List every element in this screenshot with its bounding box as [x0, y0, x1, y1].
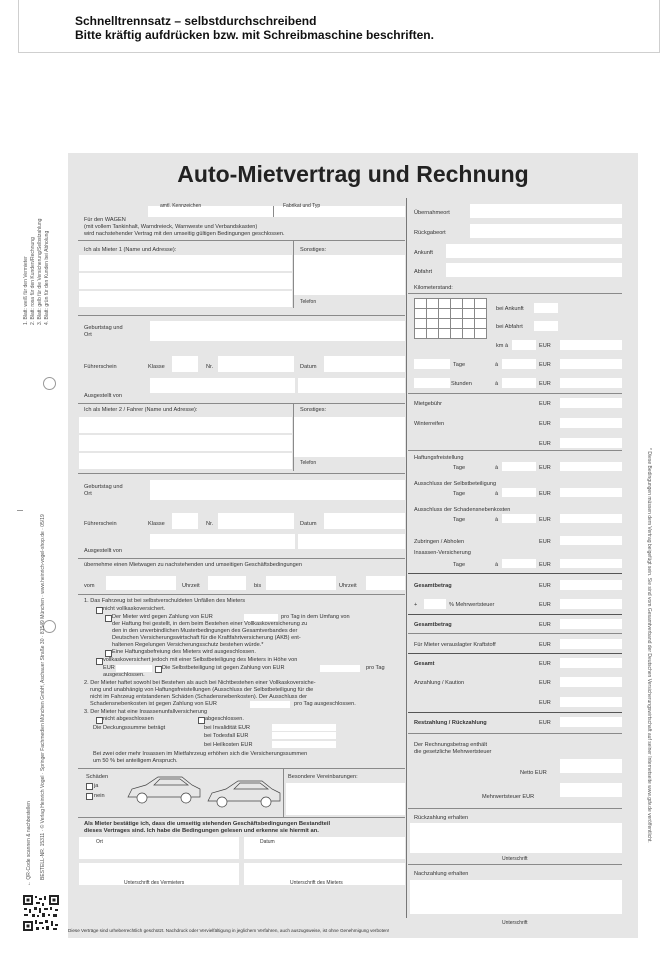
checkbox-schaeden-nein[interactable] — [86, 793, 93, 800]
label-bei-abfahrt: bei Abfahrt — [496, 324, 523, 330]
eur-label-mietgebuehr: EUR — [539, 401, 551, 407]
copy-note-3: 3. Blatt: gelb für die Versicherung/Selbstzahlung — [37, 218, 43, 325]
clause-1: 1. Das Fahrzeug ist bei selbstverschuldeten Unfällen des Mieters — [84, 598, 246, 604]
label-nr-2: Nr. — [206, 521, 214, 527]
label-ankunft: Ankunft — [414, 250, 433, 256]
clause-1d: vollkaskoversichert jedoch mit einer Selbstbeteiligung des Mieters in Höhe von — [103, 657, 298, 663]
mwst-percent-field[interactable] — [424, 599, 446, 609]
invaliditaet-field[interactable] — [272, 724, 336, 731]
mieter-1-nr-field[interactable] — [218, 356, 294, 372]
selbstbeteiligung-eur-field[interactable] — [116, 665, 152, 672]
label-netto: Netto EUR — [520, 770, 547, 776]
label-ort-1: Ort — [84, 332, 92, 338]
label-kraftstoff: Für Mieter verauslagter Kraftstoff — [414, 642, 496, 648]
label-mwst-eur: Mehrwertsteuer EUR — [482, 794, 535, 800]
footer-copyright: Diese Verträge sind urheberrechtlich geschützt. Nachdruck oder Vervielfältigung in jeglichem Verfahren, auch auszugsweise, ist ohne Genehmigung verboten! — [68, 928, 390, 933]
label-ausgestellt-1: Ausgestellt von — [84, 393, 122, 399]
clause-1b6: haltenen Regelungen Versicherungsschutz bestehen würde.* — [112, 642, 264, 648]
amount-kraftstoff-field[interactable] — [560, 639, 622, 649]
fold-mark — [17, 510, 23, 511]
label-bis: bis — [254, 583, 262, 589]
mieter-1-in-field[interactable] — [298, 378, 405, 393]
mieter-2-ausgestellt-field[interactable] — [150, 534, 295, 549]
label-bei-ankunft: bei Ankunft — [496, 306, 524, 312]
amount-gesamt-field[interactable] — [560, 658, 622, 668]
clause-3c: Die Deckungssumme beträgt — [93, 725, 166, 731]
eur-label-gesamt: EUR — [539, 661, 551, 667]
clause-3e: um 50 % bei anteiligem Anspruch. — [93, 758, 178, 764]
qr-caption: ← QR-Code scannen & nachbestellen — [26, 801, 32, 886]
label-geburtstag-2: Geburtstag und — [84, 484, 123, 490]
label-mietgebuehr: Mietgebühr — [414, 401, 442, 407]
label-ausgestellt-2: Ausgestellt von — [84, 548, 122, 554]
label-tage-snk: Tage — [453, 517, 466, 523]
stunden-count-field[interactable] — [414, 378, 450, 388]
ankunft-field[interactable] — [446, 244, 622, 258]
amount-restzahlung-field[interactable] — [560, 717, 622, 727]
amount-anzahlung-2-field[interactable] — [560, 697, 622, 707]
label-nachzahlung: Nachzahlung erhalten — [414, 871, 469, 877]
mieter-2-klasse-field[interactable] — [172, 513, 198, 529]
amount-extra-field[interactable] — [560, 438, 622, 448]
label-wagen: Für den WAGEN — [84, 217, 126, 223]
label-rechnung-1: Der Rechnungsbetrag enthält — [414, 742, 488, 748]
clause-3d: Bei zwei oder mehr Insassen im Mietfahrzeug erhöhen sich die Versicherungssummen — [93, 751, 308, 757]
checkbox-vollkasko[interactable] — [96, 658, 103, 665]
label-uebernimmt: übernehme einen Mietwagen zu nachstehenden und umseitigen Geschäftsbedingungen — [84, 562, 303, 568]
eur-label-gesamtbetrag: EUR — [539, 583, 551, 589]
mieter-1-ausgestellt-field[interactable] — [150, 378, 295, 393]
vom-field[interactable] — [106, 576, 176, 590]
clause-3b: abgeschlossen. — [205, 716, 244, 722]
eur-label-extra: EUR — [539, 441, 551, 447]
label-besondere: Besondere Vereinbarungen: — [288, 774, 358, 780]
label-wagen-3: wird nachstehender Vertrag mit den umseitig gültigen Bedingungen geschlossen. — [84, 231, 285, 237]
label-nein: nein — [94, 793, 105, 799]
label-unterschrift-2: Unterschrift — [502, 920, 528, 926]
label-fabrikat: Fabrikat und Typ — [283, 203, 321, 209]
sb-rate-field[interactable] — [502, 488, 536, 497]
mieter-2-birth-field[interactable] — [150, 480, 405, 500]
ort-sign-field[interactable] — [79, 837, 239, 859]
mwst-eur-field[interactable] — [560, 783, 622, 797]
sb-tag-eur-field[interactable] — [320, 665, 360, 672]
amount-haftung-field[interactable] — [560, 462, 622, 471]
mieter-2-sonstiges-field[interactable] — [294, 417, 405, 457]
mieter-1-datum-field[interactable] — [324, 356, 405, 372]
label-fuehrerschein-2: Führerschein — [84, 521, 117, 527]
copy-note-2: 2. Blatt: rosa für den Kunden/Rechnung — [30, 237, 36, 325]
km-ankunft-field[interactable] — [534, 303, 558, 313]
label-uhrzeit-2: Uhrzeit — [339, 583, 357, 589]
label-gesamtbetrag: Gesamtbetrag — [414, 583, 452, 589]
confirm-text-1: Als Mieter bestätige ich, dass die umseitig stehenden Geschäftsbedingungen Bestandteil — [84, 821, 331, 827]
label-insassen: Insassen-Versicherung — [414, 550, 471, 556]
abfahrt-field[interactable] — [446, 263, 622, 277]
eur-label-haftung: EUR — [539, 465, 551, 471]
label-mwst: % Mehrwertsteuer — [449, 602, 495, 608]
nachzahlung-sign-field[interactable] — [410, 880, 622, 914]
clause-1d2: EUR — [103, 665, 115, 671]
amount-anzahlung-field[interactable] — [560, 677, 622, 687]
eur-label-winterreifen: EUR — [539, 421, 551, 427]
label-tage-sb: Tage — [453, 491, 466, 497]
tearoff-strip — [18, 0, 660, 53]
mieter-1-city-field[interactable] — [79, 291, 292, 307]
label-geburtstag-1: Geburtstag und — [84, 325, 123, 331]
amount-insassen-field[interactable] — [560, 559, 622, 568]
amount-winterreifen-field[interactable] — [560, 418, 622, 428]
label-km-a: km à — [496, 343, 509, 349]
car-damage-diagram-icon[interactable] — [124, 771, 284, 809]
checkbox-haftungsfreistellung[interactable] — [105, 615, 112, 622]
label-vom: vom — [84, 583, 95, 589]
mieter-2-nr-field[interactable] — [218, 513, 294, 529]
clause-2b: rung und unabhängig von Haftungsfreistellungen (Ausschluss der Selbstbeteiligung für die — [90, 687, 314, 693]
tearoff-line-2: Bitte kräftig aufdrücken bzw. mit Schreibmaschine beschriften. — [75, 28, 434, 42]
clause-3: 3. Der Mieter hat eine Insassenunfallversicherung — [84, 709, 208, 715]
amount-gesamtbetrag-2-field[interactable] — [560, 619, 622, 629]
label-unterschrift-1: Unterschrift — [502, 856, 528, 862]
label-mieter-sign: Unterschrift des Mieters — [290, 880, 343, 886]
label-a-sb: à — [495, 491, 499, 497]
label-tage: Tage — [453, 362, 466, 368]
eur-label-km: EUR — [539, 343, 551, 349]
amount-tage-field[interactable] — [560, 359, 622, 369]
amount-snk-field[interactable] — [560, 514, 622, 523]
checkbox-insassen-ja[interactable] — [198, 717, 205, 724]
checkbox-nicht-vollkasko[interactable] — [96, 607, 103, 614]
bis-field[interactable] — [266, 576, 336, 590]
tearoff-line-1: Schnelltrennsatz – selbstdurchschreibend — [75, 14, 317, 28]
label-abfahrt: Abfahrt — [414, 269, 433, 275]
checkbox-sb-ausschluss[interactable] — [155, 666, 162, 673]
amount-mietgebuehr-field[interactable] — [560, 398, 622, 408]
haftung-eur-field[interactable] — [244, 614, 278, 621]
label-kennzeichen: amtl. Kennzeichen — [160, 203, 202, 209]
publisher-note: BESTELL-NR. 15311 · © Verlag Heinrich Vogel · Springer Fachmedien München GmbH, Aschauer Straße 30 · 81549 München · www.heinrich-vogel-shop.de · 05/19 — [40, 514, 46, 880]
label-sonstiges-1: Sonstiges: — [300, 247, 327, 253]
label-heilkosten: bei Heilkosten EUR — [204, 742, 253, 748]
eur-label-anzahlung-2: EUR — [539, 700, 551, 706]
uhrzeit-1-field[interactable] — [208, 576, 246, 590]
netto-field[interactable] — [560, 759, 622, 773]
label-winterreifen: Winterreifen — [414, 421, 445, 427]
rental-contract-form — [68, 153, 638, 938]
eur-label-restzahlung: EUR — [539, 720, 551, 726]
eur-label-tage: EUR — [539, 362, 551, 368]
clause-1d4: pro Tag — [366, 665, 385, 671]
qr-code-icon — [22, 894, 60, 932]
punch-hole — [43, 377, 56, 390]
stunden-rate-field[interactable] — [502, 378, 536, 388]
eur-label-kraftstoff: EUR — [539, 642, 551, 648]
label-anzahlung: Anzahlung / Kaution — [414, 680, 465, 686]
mieter-2-in-field[interactable] — [298, 534, 405, 549]
mieter-1-birth-field[interactable] — [150, 321, 405, 341]
label-mieter-2: Ich als Mieter 2 / Fahrer (Name und Adresse): — [84, 407, 198, 413]
eur-label-insassen: EUR — [539, 562, 551, 568]
form-title: Auto-Mietvertrag und Rechnung — [177, 161, 529, 187]
clause-2d: Schadensnebenkosten ist gegen Zahlung von EUR — [90, 701, 217, 707]
eur-label-sb: EUR — [539, 491, 551, 497]
clause-2: 2. Der Mieter haftet sowohl bei Bestehen als auch bei Nichtbestehen einer Vollkaskoversiche- — [84, 680, 316, 686]
mieter-1-sonstiges-field[interactable] — [294, 255, 405, 295]
mieter-2-address-field[interactable] — [79, 435, 292, 451]
label-restzahlung: Restzahlung / Rückzahlung — [414, 720, 487, 726]
copy-note-4: 4. Blatt: grün für den Kunden bei Abholung — [44, 230, 50, 325]
mieter-1-name-field[interactable] — [79, 255, 292, 271]
clause-3a: nicht abgeschlossen — [103, 716, 154, 722]
snk-eur-field[interactable] — [250, 701, 290, 708]
label-gesamt: Gesamt — [414, 661, 435, 667]
label-datum-sign: Datum — [260, 839, 275, 845]
tage-rate-field[interactable] — [502, 359, 536, 369]
amount-gesamtbetrag-field[interactable] — [560, 580, 622, 590]
eur-label-snk: EUR — [539, 517, 551, 523]
mieter-1-klasse-field[interactable] — [172, 356, 198, 372]
label-ort-2: Ort — [84, 491, 92, 497]
mieter-2-name-field[interactable] — [79, 417, 292, 433]
label-uhrzeit-1: Uhrzeit — [182, 583, 200, 589]
label-mwst-plus: + — [414, 602, 418, 608]
label-klasse-2: Klasse — [148, 521, 165, 527]
label-nr-1: Nr. — [206, 364, 214, 370]
label-haftungsfreistellung: Haftungsfreistellung — [414, 455, 464, 461]
clause-1d5: ausgeschlossen. — [103, 672, 145, 678]
label-a-stunden: à — [495, 381, 499, 387]
label-sonstiges-2: Sonstiges: — [300, 407, 327, 413]
label-schaeden: Schäden — [86, 774, 109, 780]
amount-mwst-field[interactable] — [560, 599, 622, 609]
tage-count-field[interactable] — [414, 359, 450, 369]
insassen-rate-field[interactable] — [502, 559, 536, 568]
mieter-2-datum-field[interactable] — [324, 513, 405, 529]
checkbox-keine-haftungsbefreiung[interactable] — [105, 650, 112, 657]
label-klasse-1: Klasse — [148, 364, 165, 370]
amount-sb-field[interactable] — [560, 488, 622, 497]
confirm-text-2: dieses Vertrages sind. Ich habe die Bedingungen gelesen und erkenne sie hiermit an. — [84, 828, 319, 834]
clause-1b5: Deutschen Versicherungswirtschaft für die Kraftfahrtversicherung (AKB) ent- — [112, 635, 301, 641]
clause-1b4: den in den unverbindlichen Musterbedingungen des Gesamtverbandes der — [112, 628, 298, 634]
km-rate-field[interactable] — [512, 340, 536, 350]
checkbox-insassen-nicht[interactable] — [96, 717, 103, 724]
label-wagen-2: (mit vollem Tankinhalt, Warndreieck, Warnweste und Verbandskasten) — [84, 224, 258, 230]
eur-label-mwst: EUR — [539, 602, 551, 608]
checkbox-schaeden-ja[interactable] — [86, 783, 93, 790]
label-ja: ja — [94, 783, 99, 789]
label-telefon-2: Telefon — [300, 460, 317, 466]
amount-stunden-field[interactable] — [560, 378, 622, 388]
clause-1d3: Die Selbstbeteiligung ist gegen Zahlung von EUR — [162, 665, 285, 671]
label-todesfall: bei Todesfall EUR — [204, 733, 249, 739]
rueckgabeort-field[interactable] — [470, 224, 622, 238]
mieter-2-city-field[interactable] — [79, 453, 292, 469]
label-a-haftung: à — [495, 465, 499, 471]
label-telefon-1: Telefon — [300, 299, 317, 305]
besondere-field[interactable] — [286, 783, 405, 815]
label-gesamtbetrag-2: Gesamtbetrag — [414, 622, 452, 628]
eur-label-anzahlung: EUR — [539, 680, 551, 686]
label-a-tage: à — [495, 362, 499, 368]
label-snk: Ausschluss der Schadensnebenkosten — [414, 507, 511, 513]
haftung-rate-field[interactable] — [502, 462, 536, 471]
clause-1b2: pro Tag in dem Umfang von — [281, 614, 350, 620]
label-sb: Ausschluss der Selbstbeteiligung — [414, 481, 497, 487]
label-a-insassen: à — [495, 562, 499, 568]
mieter-1-address-field[interactable] — [79, 273, 292, 289]
amount-zubringen-field[interactable] — [560, 536, 622, 545]
label-vermieter: Unterschrift des Vermieters — [124, 880, 185, 886]
label-kilometerstand: Kilometerstand: — [414, 285, 453, 291]
label-rueckgabeort: Rückgabeort — [414, 230, 446, 236]
uebernahmeort-field[interactable] — [470, 204, 622, 218]
heilkosten-field[interactable] — [272, 741, 336, 748]
todesfall-field[interactable] — [272, 732, 336, 739]
label-tage-haftung: Tage — [453, 465, 466, 471]
label-a-snk: à — [495, 517, 499, 523]
label-fuehrerschein-1: Führerschein — [84, 364, 117, 370]
label-ort-sign: Ort — [96, 839, 103, 845]
clause-1b: Der Mieter wird gegen Zahlung von EUR — [112, 614, 213, 620]
snk-rate-field[interactable] — [502, 514, 536, 523]
clause-2c: nicht im Fahrzeug entstandenen Schäden (Schadensnebenkosten). Der Ausschluss der — [90, 694, 308, 700]
conditions-note: * Diese Bedingungen müssen dem Vertrag beigefügt sein. Sie sind vom Gesamtverband der Deutschen Versicherungswirtschaft auf seiner Internetseite www.gdv.de veröffentlicht. — [646, 448, 652, 843]
clause-1b3: der Haftung frei gestellt, in dem beim Bestehen einer Vollkaskoversicherung zu — [112, 621, 308, 627]
label-uebernahmeort: Übernahmeort — [414, 210, 450, 216]
eur-label-gesamtbetrag-2: EUR — [539, 622, 551, 628]
label-zubringen: Zubringen / Abholen — [414, 539, 465, 545]
km-digit-grid[interactable] — [414, 298, 487, 339]
clause-1c: Eine Haftungsbefreiung des Mieters wird ausgeschlossen. — [112, 649, 256, 655]
copy-note-1: 1. Blatt: weiß für den Vermieter — [23, 256, 29, 325]
uhrzeit-2-field[interactable] — [366, 576, 405, 590]
eur-label-zubringen: EUR — [539, 539, 551, 545]
label-datum-2: Datum — [300, 521, 317, 527]
rueckzahlung-sign-field[interactable] — [410, 823, 622, 853]
clause-2e: pro Tag ausgeschlossen. — [294, 701, 356, 707]
label-rueckzahlung: Rückzahlung erhalten — [414, 815, 469, 821]
amount-km-field[interactable] — [560, 340, 622, 350]
eur-label-stunden: EUR — [539, 381, 551, 387]
label-stunden: Stunden — [451, 381, 472, 387]
label-mieter-1: Ich als Mieter 1 (Name und Adresse): — [84, 247, 177, 253]
clause-1a: nicht vollkaskoversichert. — [103, 606, 166, 612]
label-datum-1: Datum — [300, 364, 317, 370]
label-rechnung-2: die gesetzliche Mehrwertsteuer — [414, 749, 492, 755]
km-abfahrt-field[interactable] — [534, 321, 558, 331]
label-invaliditaet: bei Invalidität EUR — [204, 725, 251, 731]
label-tage-insassen: Tage — [453, 562, 466, 568]
